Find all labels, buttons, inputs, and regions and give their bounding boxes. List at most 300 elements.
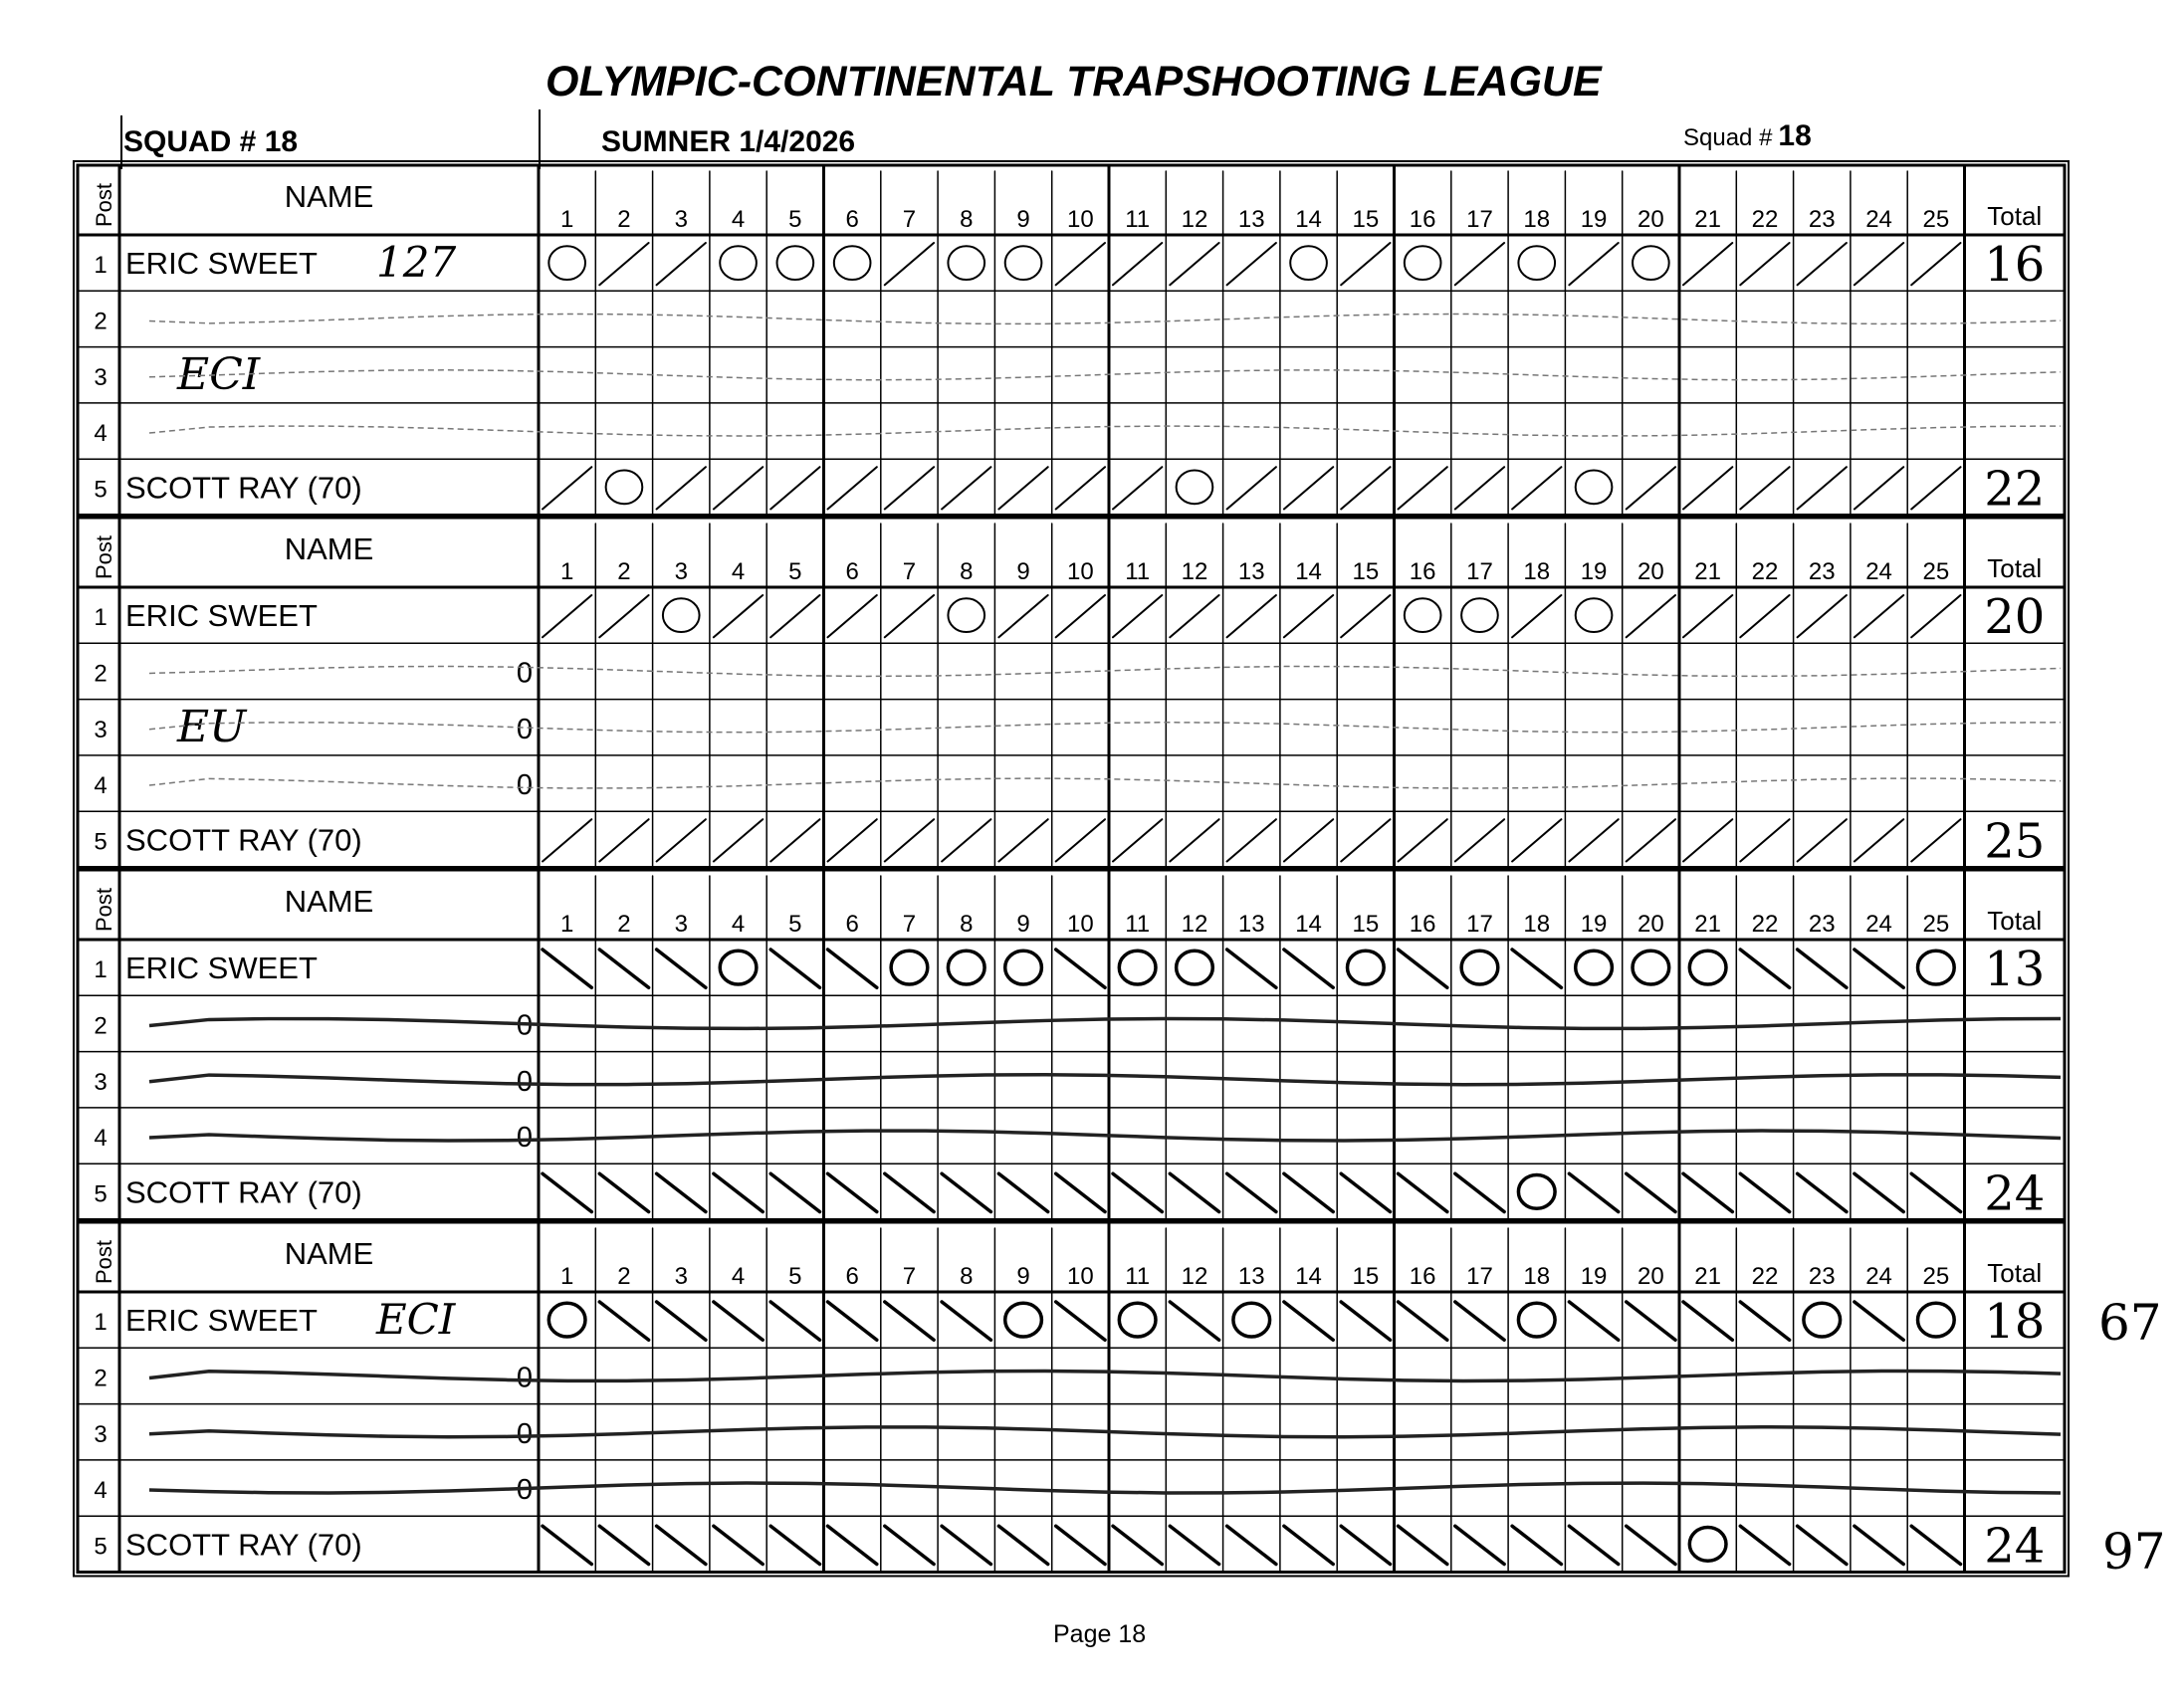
target-number-header: 23 [1808,1263,1836,1290]
hit-target-mark [1798,243,1847,285]
hit-target-mark [1740,1173,1789,1211]
target-number-header: 21 [1694,206,1722,233]
post-header: Post [92,182,116,227]
hit-target-mark [770,1173,819,1211]
hit-target-mark [1455,1173,1504,1211]
placeholder-zero: 0 [516,769,533,802]
hit-target-mark [1227,467,1276,509]
lost-target-mark [1518,1303,1555,1337]
placeholder-zero: 0 [516,657,533,690]
hit-target-mark [1341,1526,1390,1564]
post-number: 1 [94,252,108,280]
target-number-header: 5 [788,558,802,585]
hit-target-mark [1113,1526,1162,1564]
post-number: 4 [94,1477,108,1505]
target-number-header: 20 [1637,206,1664,233]
target-number-header: 10 [1066,1263,1094,1290]
event-label: SUMNER 1/4/2026 [601,125,856,158]
hit-target-mark [1227,243,1276,285]
hit-target-mark [885,595,934,637]
target-number-header: 7 [902,206,917,233]
target-number-header: 5 [788,1263,802,1290]
hit-target-mark [1113,467,1162,509]
target-number-header: 2 [617,911,631,938]
lost-target-mark [1518,1174,1555,1208]
hit-target-mark [1399,1526,1447,1564]
hit-target-mark [885,243,934,285]
target-number-header: 11 [1125,558,1151,585]
post-number: 5 [94,828,108,856]
target-number-header: 21 [1694,1263,1722,1290]
target-number-header: 14 [1295,558,1322,585]
hit-target-mark [828,950,877,987]
strike-through-line [149,314,2061,323]
hit-target-mark [1341,1173,1390,1211]
hit-target-mark [1683,595,1732,637]
lost-target-mark [720,246,757,280]
hit-target-mark [714,819,763,861]
target-number-header: 15 [1352,206,1380,233]
post-number: 1 [94,1309,108,1337]
hit-target-mark [543,467,591,509]
squad-number-label: Squad # [1683,124,1773,151]
target-number-header: 16 [1409,558,1436,585]
target-number-header: 19 [1580,206,1608,233]
hit-target-mark [1341,243,1390,285]
target-number-header: 5 [788,911,802,938]
hit-target-mark [1284,1302,1333,1340]
hit-target-mark [1627,1302,1675,1340]
hit-target-mark [1855,819,1903,861]
name-header: NAME [284,179,374,214]
post-number: 5 [94,476,108,504]
shooter-name: SCOTT RAY (70) [125,1527,362,1563]
lost-target-mark [1918,951,1955,984]
hit-target-mark [998,467,1047,509]
lost-target-mark [1804,1303,1841,1337]
target-number-header: 7 [902,911,917,938]
lost-target-mark [948,598,984,632]
lost-target-mark [1177,470,1213,504]
hit-target-mark [657,1302,706,1340]
lost-target-mark [1518,246,1555,280]
squad-label: SQUAD # 18 [123,125,299,158]
hit-target-mark [1056,819,1105,861]
hit-target-mark [599,950,648,987]
post-number: 2 [94,660,108,688]
target-number-header: 7 [902,1263,917,1290]
hit-target-mark [1569,243,1618,285]
hit-target-mark [885,467,934,509]
post-number: 2 [94,308,108,335]
hit-target-mark [998,595,1047,637]
hit-target-mark [1911,819,1960,861]
hit-target-mark [1056,595,1105,637]
hit-target-mark [1227,1526,1276,1564]
target-number-header: 12 [1181,206,1208,233]
target-number-header: 23 [1808,558,1836,585]
target-number-header: 14 [1295,1263,1322,1290]
lost-target-mark [834,246,871,280]
handwritten-note: ECI [376,1295,456,1345]
hit-target-mark [1056,1173,1105,1211]
target-number-header: 16 [1409,206,1436,233]
lost-target-mark [1405,246,1441,280]
target-number-header: 2 [617,558,631,585]
target-number-header: 21 [1694,911,1722,938]
post-number: 2 [94,1012,108,1040]
lost-target-mark [1576,598,1613,632]
strike-through-line [149,370,2061,380]
hit-target-mark [1170,243,1218,285]
target-number-header: 21 [1694,558,1722,585]
target-number-header: 23 [1808,206,1836,233]
placeholder-zero: 0 [516,1362,533,1394]
hit-target-mark [1227,595,1276,637]
hit-target-mark [1227,950,1276,987]
handwritten-note: 127 [376,238,457,288]
total-header: Total [1987,553,2043,583]
hit-target-mark [1569,1302,1618,1340]
post-number: 4 [94,420,108,448]
placeholder-zero: 0 [516,1417,533,1450]
hit-target-mark [1683,819,1732,861]
hit-target-mark [770,1526,819,1564]
handwritten-note: ECI [177,348,261,400]
strike-through-line [149,666,2061,676]
target-number-header: 9 [1016,206,1030,233]
placeholder-zero: 0 [516,1009,533,1042]
lost-target-mark [1119,1303,1156,1337]
hit-target-mark [770,595,819,637]
target-number-header: 17 [1466,206,1493,233]
post-header: Post [92,1239,116,1284]
hit-target-mark [657,819,706,861]
lost-target-mark [1461,951,1498,984]
target-number-header: 3 [674,558,688,585]
post-number: 3 [94,1068,108,1096]
hit-target-mark [1855,1302,1903,1340]
hit-target-mark [942,1526,990,1564]
target-number-header: 6 [845,206,859,233]
lost-target-mark [948,951,984,984]
hit-target-mark [942,819,990,861]
hit-target-mark [998,1173,1047,1211]
lost-target-mark [1461,598,1498,632]
total-header: Total [1987,1258,2043,1288]
hit-target-mark [1170,595,1218,637]
shooter-name: SCOTT RAY (70) [125,1174,362,1210]
strike-through-line [149,1018,2061,1028]
hit-target-mark [1170,1526,1218,1564]
hit-target-mark [1569,1173,1618,1211]
post-number: 3 [94,363,108,391]
hit-target-mark [828,1526,877,1564]
hit-target-mark [543,1526,591,1564]
target-number-header: 11 [1125,911,1151,938]
hit-target-mark [1512,467,1561,509]
hit-target-mark [1284,595,1333,637]
strike-through-line [149,778,2061,788]
hit-target-mark [828,595,877,637]
target-number-header: 3 [674,206,688,233]
target-number-header: 25 [1922,1263,1950,1290]
hit-target-mark [714,1302,763,1340]
target-number-header: 25 [1922,911,1950,938]
hit-target-mark [657,1173,706,1211]
target-number-header: 8 [960,1263,974,1290]
target-number-header: 1 [559,1263,574,1290]
round-total: 13 [1984,942,2046,998]
hit-target-mark [1284,467,1333,509]
margin-total-scott: 97 [2102,1523,2166,1581]
target-number-header: 24 [1865,558,1892,585]
hit-target-mark [1798,819,1847,861]
lost-target-mark [663,598,700,632]
post-header: Post [92,887,116,932]
post-number: 5 [94,1533,108,1561]
target-number-header: 13 [1237,1263,1265,1290]
hit-target-mark [998,1526,1047,1564]
hit-target-mark [1512,1526,1561,1564]
hit-target-mark [1740,1526,1789,1564]
hit-target-mark [1683,467,1732,509]
target-number-header: 8 [960,911,974,938]
post-number: 3 [94,716,108,743]
target-number-header: 13 [1237,206,1265,233]
hit-target-mark [1740,243,1789,285]
post-number: 1 [94,956,108,984]
lost-target-mark [948,246,984,280]
hit-target-mark [1284,1526,1333,1564]
shooter-name: SCOTT RAY (70) [125,822,362,858]
hit-target-mark [828,819,877,861]
hit-target-mark [1798,595,1847,637]
hit-target-mark [1399,819,1447,861]
page-title: OLYMPIC-CONTINENTAL TRAPSHOOTING LEAGUE [546,58,1602,106]
hit-target-mark [1911,595,1960,637]
target-number-header: 2 [617,206,631,233]
target-number-header: 19 [1580,558,1608,585]
hit-target-mark [1569,819,1618,861]
target-number-header: 24 [1865,1263,1892,1290]
target-number-header: 1 [559,206,574,233]
target-number-header: 2 [617,1263,631,1290]
post-number: 2 [94,1365,108,1392]
target-number-header: 10 [1066,911,1094,938]
target-number-header: 9 [1016,1263,1030,1290]
lost-target-mark [1177,951,1213,984]
hit-target-mark [1627,467,1675,509]
hit-target-mark [1170,819,1218,861]
hit-target-mark [1855,950,1903,987]
lost-target-mark [1918,1303,1955,1337]
target-number-header: 15 [1352,911,1380,938]
hit-target-mark [1512,595,1561,637]
round-total: 24 [1984,1518,2046,1575]
hit-target-mark [1056,950,1105,987]
hit-target-mark [1740,467,1789,509]
hit-target-mark [657,243,706,285]
hit-target-mark [657,467,706,509]
hit-target-mark [543,819,591,861]
target-number-header: 22 [1751,206,1779,233]
hit-target-mark [1512,950,1561,987]
target-number-header: 11 [1125,206,1151,233]
lost-target-mark [1576,951,1613,984]
target-number-header: 15 [1352,558,1380,585]
target-number-header: 1 [559,558,574,585]
target-number-header: 8 [960,206,974,233]
post-number: 3 [94,1420,108,1448]
target-number-header: 17 [1466,558,1493,585]
target-number-header: 3 [674,1263,688,1290]
hit-target-mark [599,819,648,861]
lost-target-mark [1290,246,1327,280]
hit-target-mark [1798,1526,1847,1564]
name-header: NAME [284,884,374,919]
hit-target-mark [1627,595,1675,637]
post-number: 4 [94,772,108,800]
hit-target-mark [770,467,819,509]
hit-target-mark [1170,1302,1218,1340]
strike-through-line [149,1483,2061,1493]
hit-target-mark [1170,1173,1218,1211]
target-number-header: 16 [1409,911,1436,938]
hit-target-mark [714,1173,763,1211]
target-number-header: 13 [1237,558,1265,585]
target-number-header: 11 [1125,1263,1151,1290]
target-number-header: 4 [731,558,746,585]
round-total: 24 [1984,1165,2046,1222]
hit-target-mark [1284,819,1333,861]
hit-target-mark [1455,1526,1504,1564]
lost-target-mark [548,246,585,280]
target-number-header: 17 [1466,1263,1493,1290]
total-header: Total [1987,201,2043,231]
hit-target-mark [599,1173,648,1211]
hit-target-mark [543,1173,591,1211]
placeholder-zero: 0 [516,1122,533,1155]
hit-target-mark [942,467,990,509]
strike-through-line [149,426,2061,436]
hit-target-mark [1455,1302,1504,1340]
hit-target-mark [599,1526,648,1564]
hit-target-mark [770,950,819,987]
lost-target-mark [1405,598,1441,632]
hit-target-mark [1341,819,1390,861]
lost-target-mark [1689,1527,1726,1561]
target-number-header: 19 [1580,911,1608,938]
shooter-name: ERIC SWEET [125,598,318,634]
target-number-header: 24 [1865,911,1892,938]
name-header: NAME [284,1236,374,1271]
hit-target-mark [770,1302,819,1340]
target-number-header: 7 [902,558,917,585]
post-number: 1 [94,604,108,632]
hit-target-mark [599,243,648,285]
hit-target-mark [1341,1302,1390,1340]
target-number-header: 20 [1637,911,1664,938]
target-number-header: 12 [1181,911,1208,938]
hit-target-mark [1911,467,1960,509]
hit-target-mark [1455,243,1504,285]
placeholder-zero: 0 [516,1065,533,1098]
hit-target-mark [1056,243,1105,285]
hit-target-mark [1855,243,1903,285]
lost-target-mark [1633,951,1669,984]
hit-target-mark [1399,950,1447,987]
hit-target-mark [1113,243,1162,285]
strike-through-line [149,1075,2061,1085]
target-number-header: 5 [788,206,802,233]
target-number-header: 12 [1181,1263,1208,1290]
total-header: Total [1987,906,2043,936]
target-number-header: 6 [845,1263,859,1290]
target-number-header: 25 [1922,558,1950,585]
target-number-header: 14 [1295,911,1322,938]
hit-target-mark [1399,1302,1447,1340]
target-number-header: 12 [1181,558,1208,585]
hit-target-mark [543,950,591,987]
shooter-name: SCOTT RAY (70) [125,470,362,506]
hit-target-mark [1683,243,1732,285]
hit-target-mark [1056,1302,1105,1340]
target-number-header: 22 [1751,558,1779,585]
hit-target-mark [885,819,934,861]
margin-total-eric: 67 [2098,1294,2162,1352]
hit-target-mark [998,819,1047,861]
hit-target-mark [1911,1173,1960,1211]
strike-through-line [149,723,2061,733]
target-number-header: 16 [1409,1263,1436,1290]
hit-target-mark [1855,467,1903,509]
target-number-header: 4 [731,1263,746,1290]
round-total: 20 [1984,589,2046,646]
hit-target-mark [1740,819,1789,861]
round-total: 16 [1984,237,2046,294]
target-number-header: 18 [1523,558,1551,585]
round-total: 22 [1984,461,2046,518]
target-number-header: 23 [1808,911,1836,938]
round-total: 18 [1984,1294,2046,1351]
target-number-header: 24 [1865,206,1892,233]
hit-target-mark [599,595,648,637]
hit-target-mark [828,467,877,509]
hit-target-mark [657,950,706,987]
target-number-header: 18 [1523,1263,1551,1290]
hit-target-mark [1284,1173,1333,1211]
target-number-header: 13 [1237,911,1265,938]
lost-target-mark [606,470,643,504]
hit-target-mark [1798,1173,1847,1211]
placeholder-zero: 0 [516,1474,533,1507]
hit-target-mark [885,1302,934,1340]
target-number-header: 18 [1523,911,1551,938]
handwritten-note: EU [177,701,247,752]
hit-target-mark [1569,1526,1618,1564]
target-number-header: 4 [731,911,746,938]
hit-target-mark [885,1173,934,1211]
target-number-header: 18 [1523,206,1551,233]
lost-target-mark [777,246,814,280]
placeholder-zero: 0 [516,713,533,745]
hit-target-mark [1399,467,1447,509]
shooter-name: ERIC SWEET [125,246,318,282]
target-number-header: 20 [1637,1263,1664,1290]
hit-target-mark [1455,467,1504,509]
hit-target-mark [1056,467,1105,509]
